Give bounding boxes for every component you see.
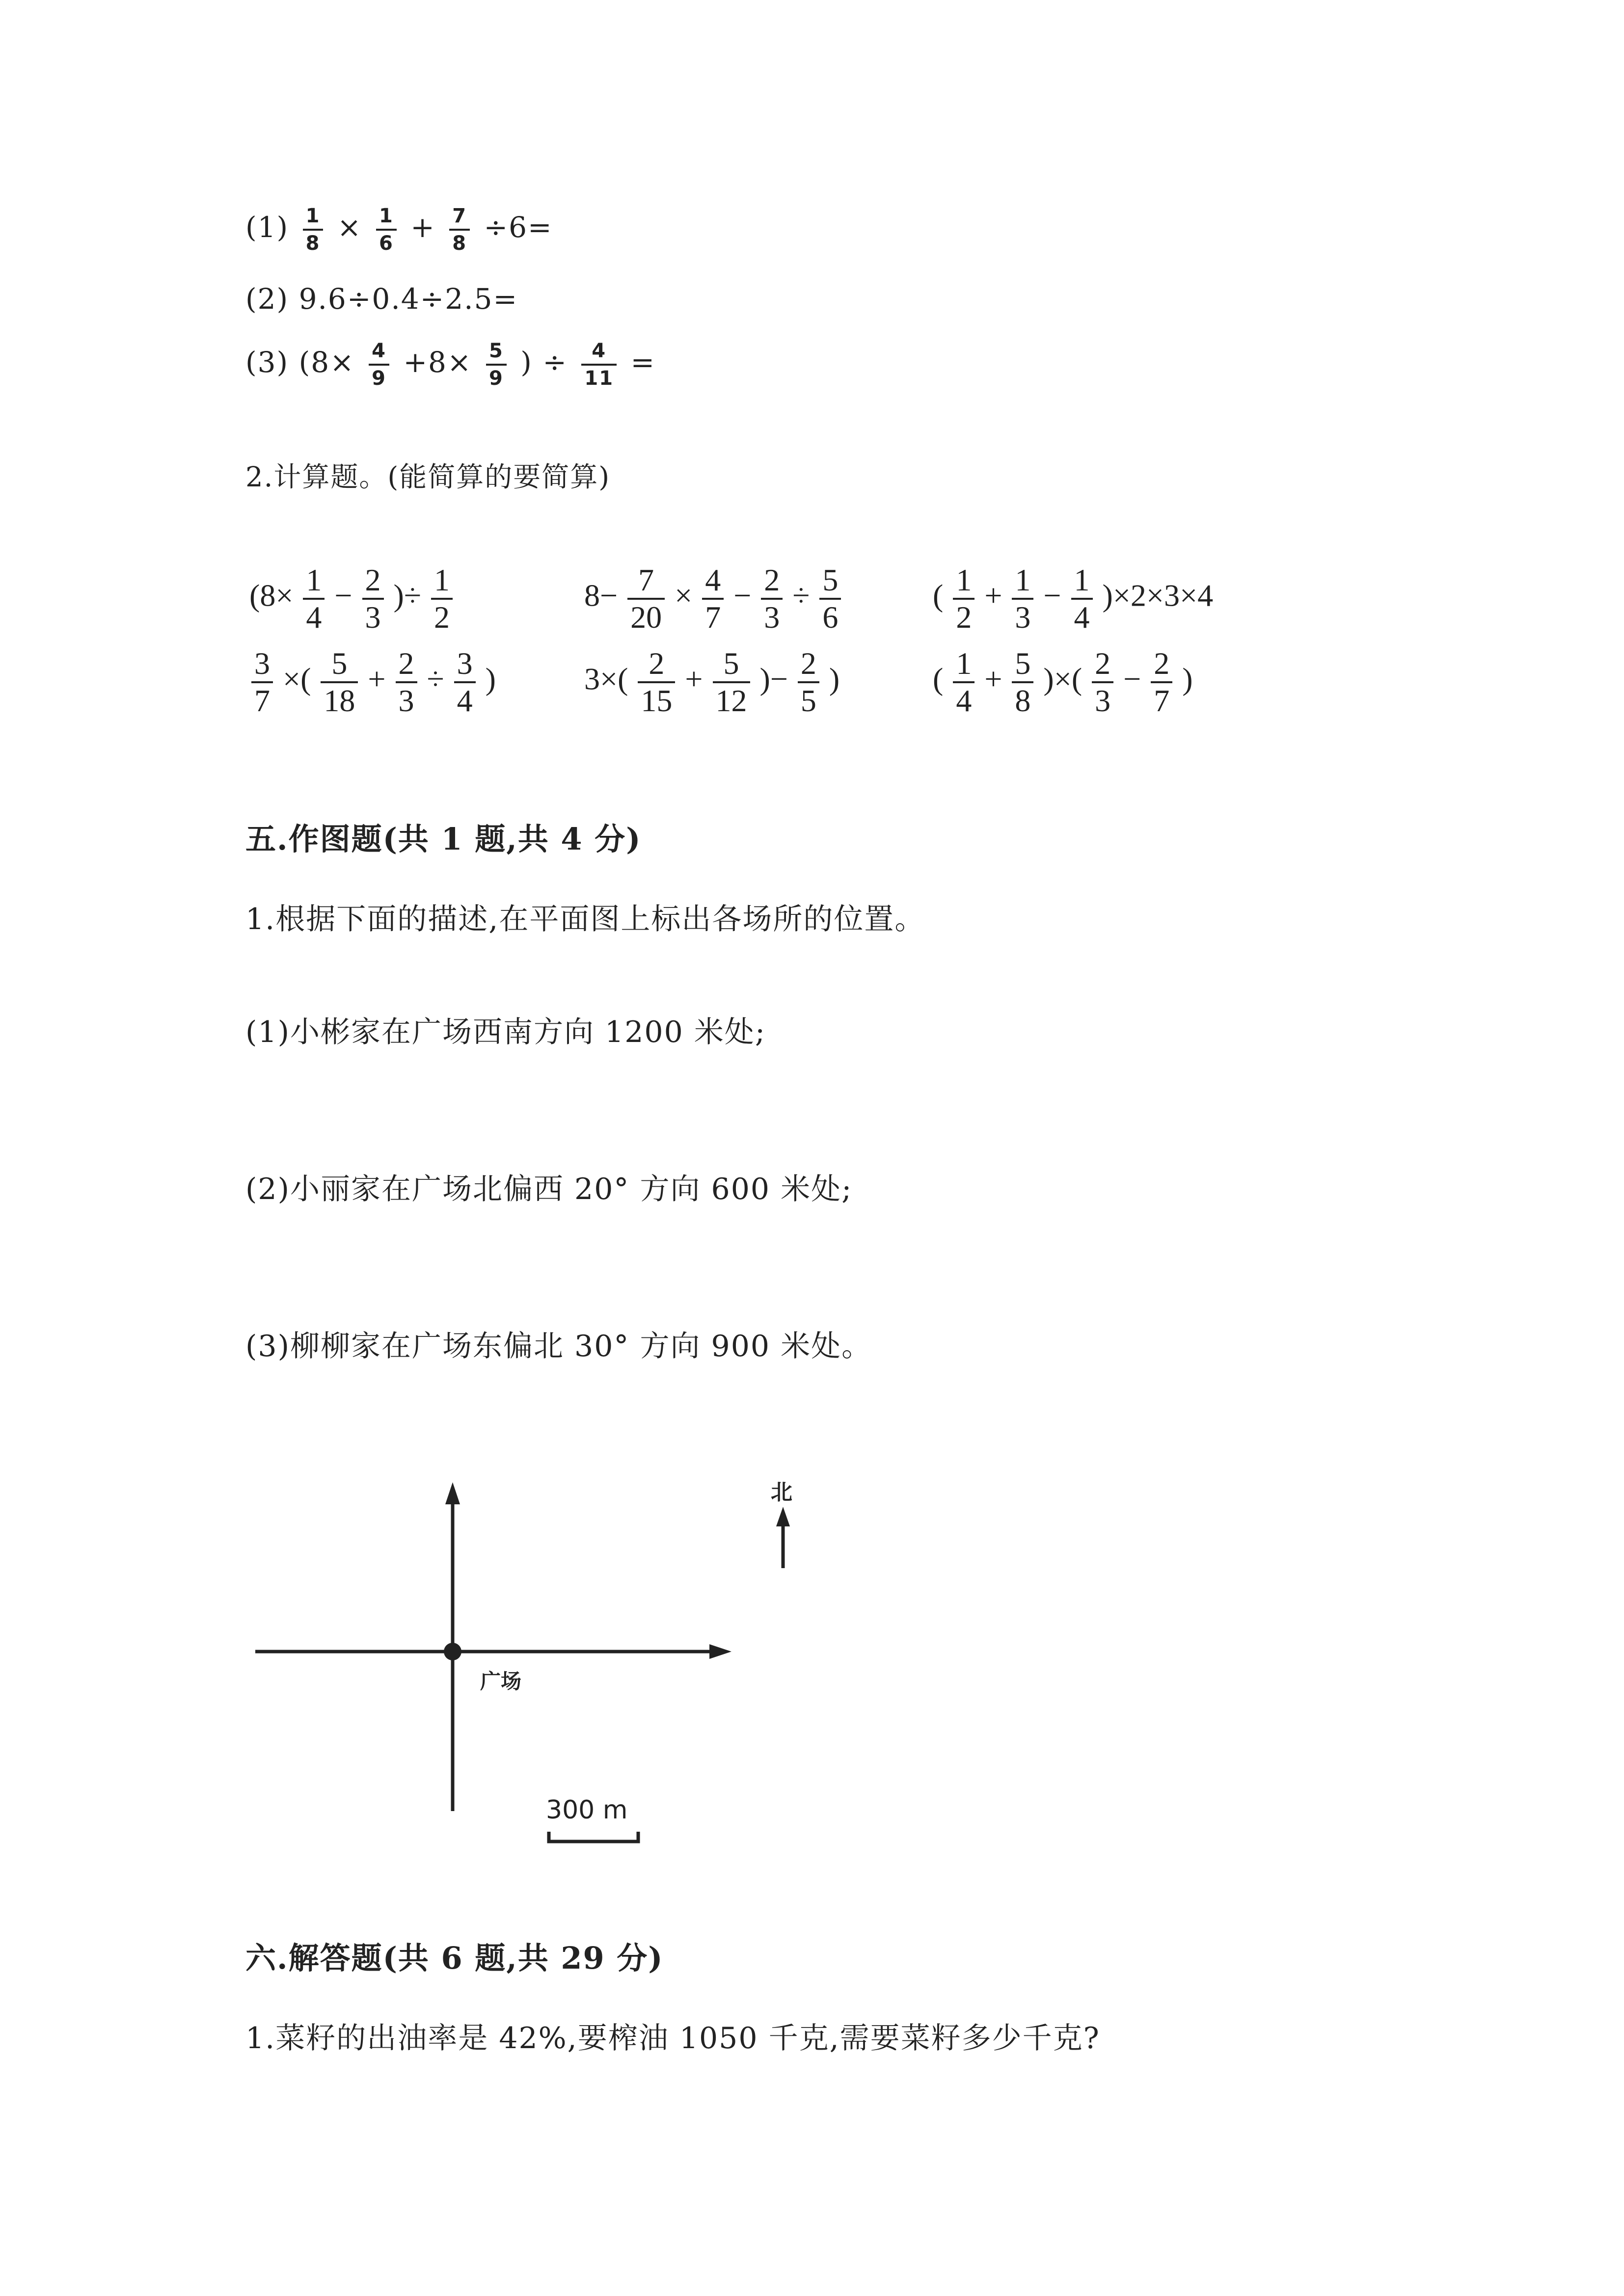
calc-item-2: (2) 9.6÷0.4÷2.5= [245,282,518,316]
expression-2: 8− $\frac{7}{20}$ × $\frac{4}{7}$ − $\frac{2}{3}$ ÷ $\frac{5}{6}$ [584,564,843,633]
fraction: $\frac{4}{9}$ [369,341,389,388]
plaza-label: 广场 [480,1669,522,1693]
calc-item-3: (3) (8× $\frac{4}{9}$ +8× $\frac{5}{9}$ ) ÷ $\frac{4}{11}$ = [245,340,656,390]
question-text: 1.根据下面的描述,在平面图上标出各场所的位置。 [245,902,925,936]
fraction: $\frac{5}{9}$ [486,341,507,388]
sub-item-3: (3)柳柳家在广场东偏北 30° 方向 900 米处。 [245,1329,872,1363]
north-axis-arrowhead [445,1482,460,1504]
fraction: $\frac{7}{8}$ [449,206,470,253]
expression-3: ( $\frac{1}{2}$ + $\frac{1}{3}$ − $\frac{1}{4}$ )×2×3×4 [933,562,1214,635]
scale-label: 300 m [546,1795,628,1825]
question-text: 1.菜籽的出油率是 42%,要榨油 1050 千克,需要菜籽多少千克? [245,2021,1100,2056]
sub-item-1: (1)小彬家在广场西南方向 1200 米处; [245,1015,766,1049]
scale-bar [549,1832,638,1842]
expression-1: (8× $\frac{1}{4}$ − $\frac{2}{3}$ )÷ $\frac{1}{2}$ [249,564,455,633]
plaza-point [444,1643,461,1660]
calc-item-1: (1) $\frac{1}{8}$ × $\frac{1}{6}$ + $\frac{7}{8}$ ÷6= [245,205,553,255]
expression-4: $\frac{3}{7}$ ×( $\frac{5}{18}$ + $\frac{2}{3}$ ÷ $\frac{3}{4}$ ) [249,648,496,717]
north-label: 北 [771,1480,792,1505]
north-indicator-arrowhead [776,1507,790,1526]
question-title: 2.计算题。(能简算的要简算) [245,461,611,493]
expression-6: ( $\frac{1}{4}$ + $\frac{5}{8}$ )×( $\frac{2}{3}$ − $\frac{2}{7}$ ) [933,646,1193,718]
sub-item-2: (2)小丽家在广场北偏西 20° 方向 600 米处; [245,1172,853,1206]
east-arrowhead [709,1644,731,1659]
fraction: $\frac{4}{11}$ [581,341,617,388]
section-heading: 六.解答题(共 6 题,共 29 分) [245,1940,664,1976]
fraction: $\frac{1}{6}$ [376,206,397,253]
expression-5: 3×( $\frac{2}{15}$ + $\frac{5}{12}$ )− $\frac{2}{5}$ ) [584,646,840,718]
section-heading: 五.作图题(共 1 题,共 4 分) [245,821,642,857]
fraction: $\frac{1}{8}$ [303,206,324,253]
